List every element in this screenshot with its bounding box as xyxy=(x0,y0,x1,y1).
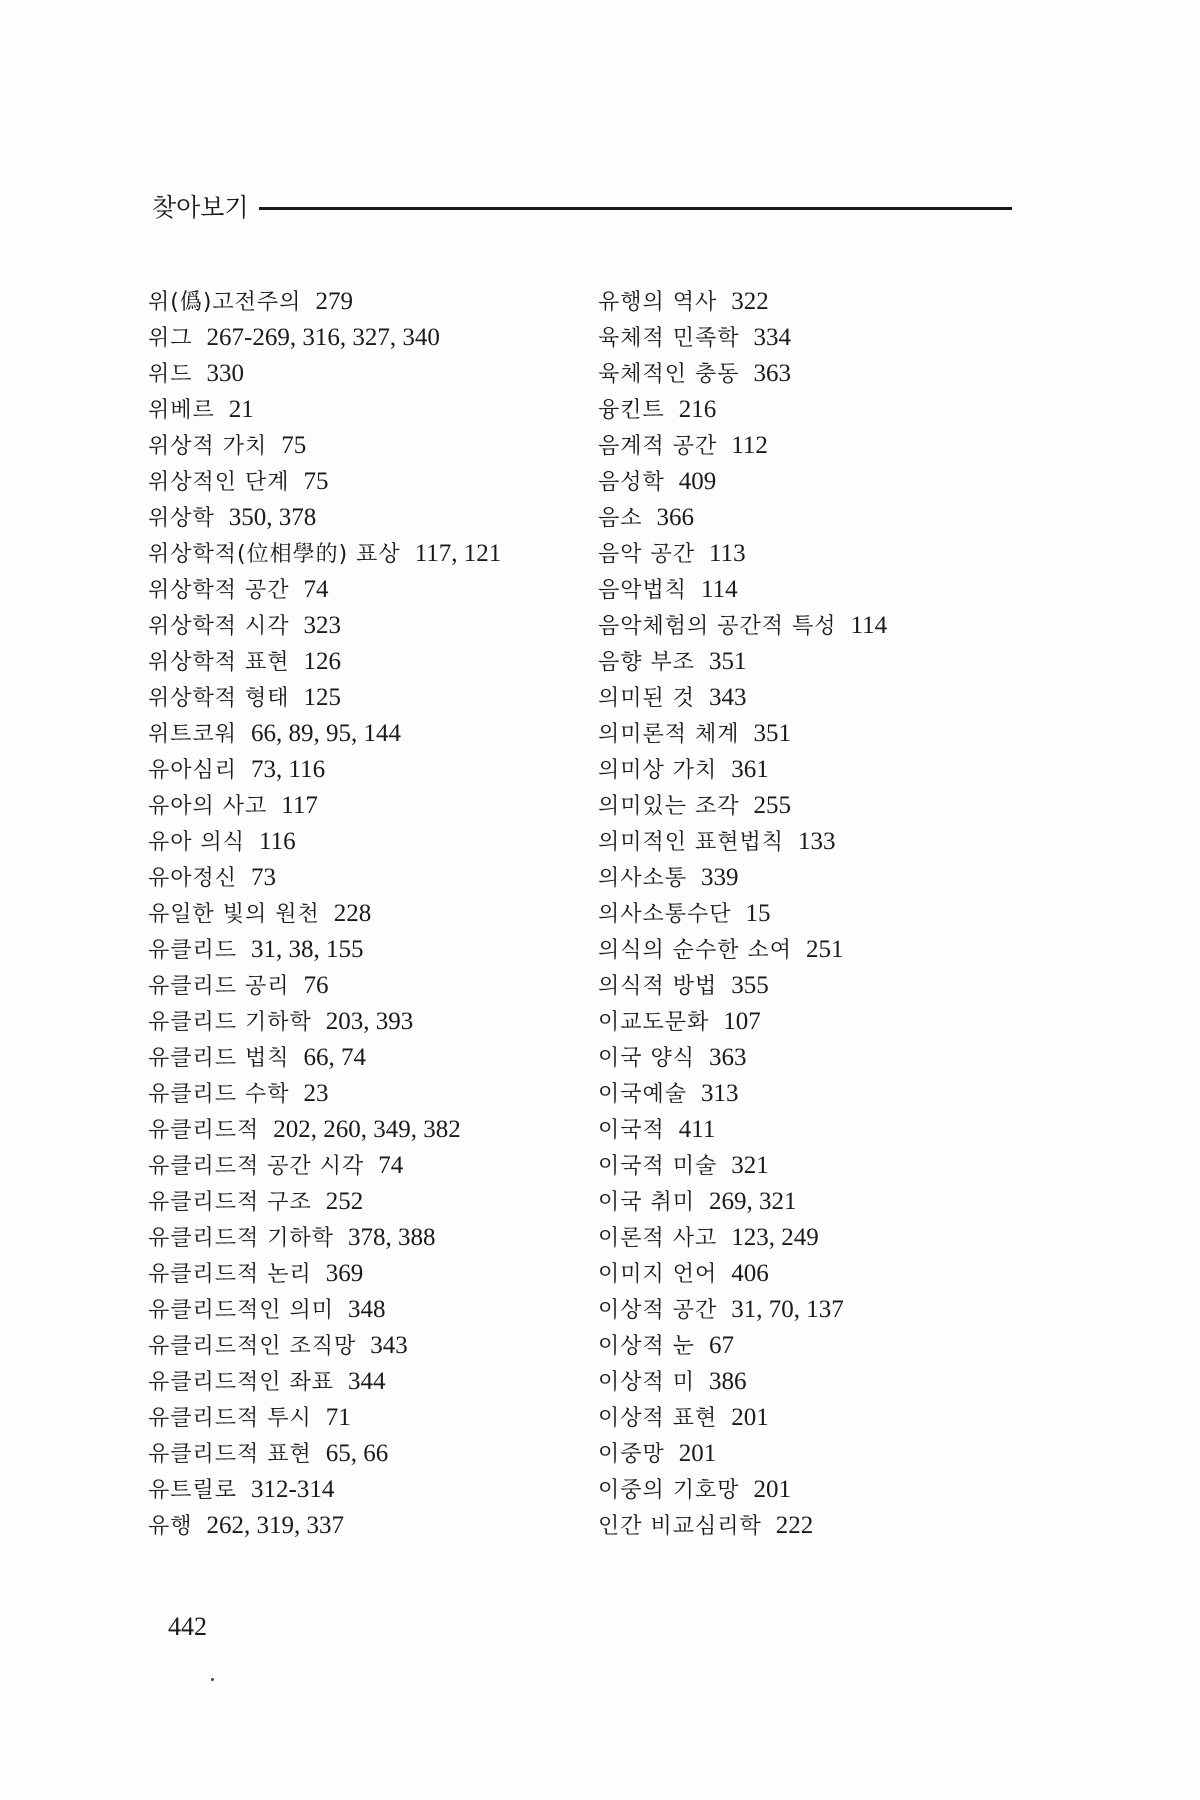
index-term: 유클리드적 구조 xyxy=(148,1190,312,1215)
index-term: 의사소통 xyxy=(598,866,688,891)
index-pages: 201 xyxy=(678,1440,717,1467)
index-column-left xyxy=(148,284,568,1544)
index-pages: 201 xyxy=(731,1404,769,1431)
index-term: 유트릴로 xyxy=(148,1478,238,1503)
index-entry xyxy=(598,1328,1058,1364)
index-entry xyxy=(598,752,1058,788)
index-term: 의미있는 조각 xyxy=(598,794,740,819)
index-term: 유클리드 기하학 xyxy=(148,1010,312,1035)
index-pages: 363 xyxy=(709,1044,747,1071)
index-entry xyxy=(598,932,1058,968)
index-entry xyxy=(148,1220,568,1256)
index-term: 이국예술 xyxy=(598,1082,688,1107)
index-term: 의미상 가치 xyxy=(598,758,718,783)
index-pages: 201 xyxy=(753,1476,792,1503)
index-entry xyxy=(598,1256,1058,1292)
index-term: 유행 xyxy=(148,1514,193,1539)
index-entry xyxy=(598,464,1058,500)
index-term: 유아의 사고 xyxy=(148,794,268,819)
index-entry xyxy=(148,284,568,320)
index-term: 위상학적 공간 xyxy=(148,578,290,603)
index-entry xyxy=(148,824,568,860)
index-pages: 411 xyxy=(678,1116,716,1143)
index-term: 이상적 눈 xyxy=(598,1334,696,1359)
index-term: 위베르 xyxy=(148,398,215,423)
index-pages: 31, 70, 137 xyxy=(731,1296,844,1323)
index-pages: 15 xyxy=(745,900,771,927)
index-pages: 312-314 xyxy=(251,1476,335,1503)
index-entry xyxy=(598,968,1058,1004)
index-term: 이중망 xyxy=(598,1442,665,1467)
index-entry xyxy=(148,392,568,428)
index-term: 이상적 미 xyxy=(598,1370,696,1395)
index-entry xyxy=(598,680,1058,716)
index-term: 유클리드적 xyxy=(148,1118,260,1143)
index-pages: 350, 378 xyxy=(228,504,317,531)
index-term: 음계적 공간 xyxy=(598,434,718,459)
index-term: 위상학적 표현 xyxy=(148,650,290,675)
index-entry xyxy=(148,896,568,932)
index-entry xyxy=(598,1004,1058,1040)
index-term: 위그 xyxy=(148,326,193,351)
index-term: 육체적 민족학 xyxy=(598,326,740,351)
index-entry xyxy=(148,572,568,608)
index-term: 인간 비교심리학 xyxy=(598,1514,762,1539)
index-entry xyxy=(598,1076,1058,1112)
header-title: 찾아보기 xyxy=(152,193,249,222)
index-term: 이론적 사고 xyxy=(598,1226,718,1251)
index-entry xyxy=(148,1256,568,1292)
index-term: 의식의 순수한 소여 xyxy=(598,938,793,963)
index-entry xyxy=(148,320,568,356)
index-entry xyxy=(598,1400,1058,1436)
index-term: 유클리드 법칙 xyxy=(148,1046,290,1071)
index-entry xyxy=(148,500,568,536)
index-column-right xyxy=(598,284,1058,1544)
index-entry xyxy=(598,392,1058,428)
index-pages: 351 xyxy=(753,720,792,747)
index-pages: 67 xyxy=(709,1332,735,1359)
index-entry xyxy=(598,788,1058,824)
index-pages: 251 xyxy=(806,936,844,963)
index-pages: 75 xyxy=(281,432,307,459)
index-pages: 31, 38, 155 xyxy=(251,936,364,963)
index-entry xyxy=(598,1184,1058,1220)
index-pages: 255 xyxy=(753,792,792,819)
index-entry xyxy=(598,644,1058,680)
index-entry xyxy=(598,284,1058,320)
index-entry xyxy=(148,1364,568,1400)
index-term: 위상학적 시각 xyxy=(148,614,290,639)
index-entry xyxy=(148,644,568,680)
index-pages: 409 xyxy=(678,468,717,495)
index-pages: 75 xyxy=(303,468,329,495)
index-term: 유클리드적 투시 xyxy=(148,1406,312,1431)
index-term: 음소 xyxy=(598,506,643,531)
header-rule xyxy=(259,207,1012,210)
index-pages: 71 xyxy=(325,1404,351,1431)
index-pages: 112 xyxy=(731,432,768,459)
index-pages: 66, 74 xyxy=(303,1044,367,1071)
index-term: 위상학 xyxy=(148,506,215,531)
index-entry xyxy=(148,1076,568,1112)
index-entry xyxy=(148,1292,568,1328)
index-term: 유클리드 수학 xyxy=(148,1082,290,1107)
index-pages: 216 xyxy=(678,396,717,423)
index-entry xyxy=(598,1364,1058,1400)
index-entry xyxy=(148,1436,568,1472)
index-term: 유클리드적 논리 xyxy=(148,1262,312,1287)
index-term: 위상학적(位相學的) 표상 xyxy=(148,542,401,567)
index-term: 유클리드적 표현 xyxy=(148,1442,312,1467)
index-pages: 334 xyxy=(753,324,792,351)
index-pages: 203, 393 xyxy=(325,1008,414,1035)
index-pages: 23 xyxy=(303,1080,329,1107)
index-pages: 123, 249 xyxy=(731,1224,819,1251)
index-term: 위드 xyxy=(148,362,193,387)
index-pages: 73 xyxy=(251,864,277,891)
index-term: 위상학적 형태 xyxy=(148,686,290,711)
index-pages: 117, 121 xyxy=(414,540,502,567)
index-term: 음악체험의 공간적 특성 xyxy=(598,614,837,639)
index-term: 위(僞)고전주의 xyxy=(148,290,302,315)
index-pages: 378, 388 xyxy=(348,1224,436,1251)
index-entry xyxy=(148,932,568,968)
index-entry xyxy=(598,896,1058,932)
index-pages: 262, 319, 337 xyxy=(206,1512,345,1539)
index-term: 위상적인 단계 xyxy=(148,470,290,495)
index-entry xyxy=(598,428,1058,464)
index-term: 유클리드적 공간 시각 xyxy=(148,1154,365,1179)
index-pages: 117 xyxy=(281,792,318,819)
index-entry xyxy=(148,1112,568,1148)
index-entry xyxy=(148,1472,568,1508)
index-term: 유클리드적인 의미 xyxy=(148,1298,335,1323)
index-pages: 406 xyxy=(731,1260,769,1287)
index-entry xyxy=(598,860,1058,896)
index-entry xyxy=(148,752,568,788)
index-entry xyxy=(148,428,568,464)
index-pages: 348 xyxy=(348,1296,386,1323)
index-term: 유행의 역사 xyxy=(598,290,718,315)
index-pages: 107 xyxy=(723,1008,761,1035)
index-pages: 252 xyxy=(325,1188,364,1215)
index-entry xyxy=(598,1508,1058,1544)
index-pages: 222 xyxy=(775,1512,814,1539)
index-entry xyxy=(148,1004,568,1040)
index-pages: 366 xyxy=(656,504,695,531)
index-term: 의식적 방법 xyxy=(598,974,718,999)
index-term: 이상적 표현 xyxy=(598,1406,718,1431)
index-pages: 369 xyxy=(325,1260,364,1287)
index-entry xyxy=(598,1292,1058,1328)
index-pages: 313 xyxy=(701,1080,739,1107)
index-entry xyxy=(598,572,1058,608)
index-term: 유클리드 xyxy=(148,938,238,963)
index-pages: 322 xyxy=(731,288,769,315)
index-term: 유클리드 공리 xyxy=(148,974,290,999)
index-entry xyxy=(598,1112,1058,1148)
index-pages: 76 xyxy=(303,972,329,999)
index-entry xyxy=(148,968,568,1004)
index-entry xyxy=(148,1148,568,1184)
index-term: 유클리드적 기하학 xyxy=(148,1226,335,1251)
index-entry xyxy=(598,320,1058,356)
index-pages: 343 xyxy=(370,1332,408,1359)
index-entry xyxy=(598,1472,1058,1508)
index-term: 육체적인 충동 xyxy=(598,362,740,387)
index-entry xyxy=(598,500,1058,536)
index-term: 유아정신 xyxy=(148,866,238,891)
index-term: 이상적 공간 xyxy=(598,1298,718,1323)
index-term: 이국 양식 xyxy=(598,1046,696,1071)
index-term: 위상적 가치 xyxy=(148,434,268,459)
index-pages: 351 xyxy=(709,648,747,675)
index-term: 이교도문화 xyxy=(598,1010,710,1035)
index-pages: 330 xyxy=(206,360,245,387)
index-term: 음악법칙 xyxy=(598,578,688,603)
index-pages: 339 xyxy=(701,864,739,891)
index-entry xyxy=(598,1040,1058,1076)
index-entry xyxy=(148,536,568,572)
index-term: 유클리드적인 좌표 xyxy=(148,1370,335,1395)
index-term: 유클리드적인 조직망 xyxy=(148,1334,357,1359)
index-pages: 355 xyxy=(731,972,769,999)
index-pages: 343 xyxy=(709,684,747,711)
index-pages: 133 xyxy=(798,828,836,855)
page-number: 442 xyxy=(168,1612,207,1641)
index-term: 위트코워 xyxy=(148,722,238,747)
index-term: 유아심리 xyxy=(148,758,238,783)
index-pages: 323 xyxy=(303,612,342,639)
index-entry xyxy=(598,1148,1058,1184)
index-entry xyxy=(148,788,568,824)
index-pages: 228 xyxy=(333,900,372,927)
index-pages: 21 xyxy=(228,396,254,423)
index-term: 음향 부조 xyxy=(598,650,696,675)
index-entry xyxy=(148,680,568,716)
index-entry xyxy=(598,716,1058,752)
index-term: 음악 공간 xyxy=(598,542,696,567)
index-pages: 114 xyxy=(850,612,888,639)
index-pages: 361 xyxy=(731,756,769,783)
index-pages: 267-269, 316, 327, 340 xyxy=(206,324,440,351)
index-pages: 65, 66 xyxy=(325,1440,389,1467)
index-pages: 363 xyxy=(753,360,792,387)
print-speck xyxy=(211,1678,214,1681)
index-term: 의미론적 체계 xyxy=(598,722,740,747)
index-entry xyxy=(148,1184,568,1220)
index-pages: 66, 89, 95, 144 xyxy=(251,720,402,747)
index-pages: 125 xyxy=(303,684,342,711)
index-entry xyxy=(598,356,1058,392)
index-pages: 386 xyxy=(709,1368,747,1395)
index-term: 의미적인 표현법칙 xyxy=(598,830,785,855)
index-pages: 269, 321 xyxy=(709,1188,797,1215)
index-pages: 114 xyxy=(701,576,738,603)
index-entry xyxy=(598,536,1058,572)
running-header xyxy=(152,186,1012,226)
index-term: 이국적 xyxy=(598,1118,665,1143)
index-term: 의미된 것 xyxy=(598,686,696,711)
index-entry xyxy=(148,1040,568,1076)
index-term: 융킨트 xyxy=(598,398,665,423)
index-pages: 202, 260, 349, 382 xyxy=(273,1116,461,1143)
index-pages: 279 xyxy=(315,288,353,315)
index-pages: 126 xyxy=(303,648,342,675)
index-entry xyxy=(148,860,568,896)
index-term: 음성학 xyxy=(598,470,665,495)
index-term: 유일한 빛의 원천 xyxy=(148,902,320,927)
index-pages: 113 xyxy=(709,540,746,567)
index-term: 이중의 기호망 xyxy=(598,1478,740,1503)
index-pages: 74 xyxy=(303,576,329,603)
index-term: 의사소통수단 xyxy=(598,902,732,927)
index-entry xyxy=(148,1328,568,1364)
index-term: 유아 의식 xyxy=(148,830,246,855)
index-entry xyxy=(598,1436,1058,1472)
index-pages: 73, 116 xyxy=(251,756,326,783)
index-entry xyxy=(148,716,568,752)
index-entry xyxy=(148,356,568,392)
index-pages: 344 xyxy=(348,1368,386,1395)
index-term: 이미지 언어 xyxy=(598,1262,718,1287)
index-pages: 74 xyxy=(378,1152,404,1179)
index-entry xyxy=(148,608,568,644)
index-entry xyxy=(148,1400,568,1436)
index-entry xyxy=(148,464,568,500)
index-entry xyxy=(148,1508,568,1544)
index-term: 이국 취미 xyxy=(598,1190,696,1215)
index-pages: 321 xyxy=(731,1152,769,1179)
index-entry xyxy=(598,608,1058,644)
index-entry xyxy=(598,1220,1058,1256)
index-entry xyxy=(598,824,1058,860)
index-term: 이국적 미술 xyxy=(598,1154,718,1179)
index-pages: 116 xyxy=(259,828,296,855)
